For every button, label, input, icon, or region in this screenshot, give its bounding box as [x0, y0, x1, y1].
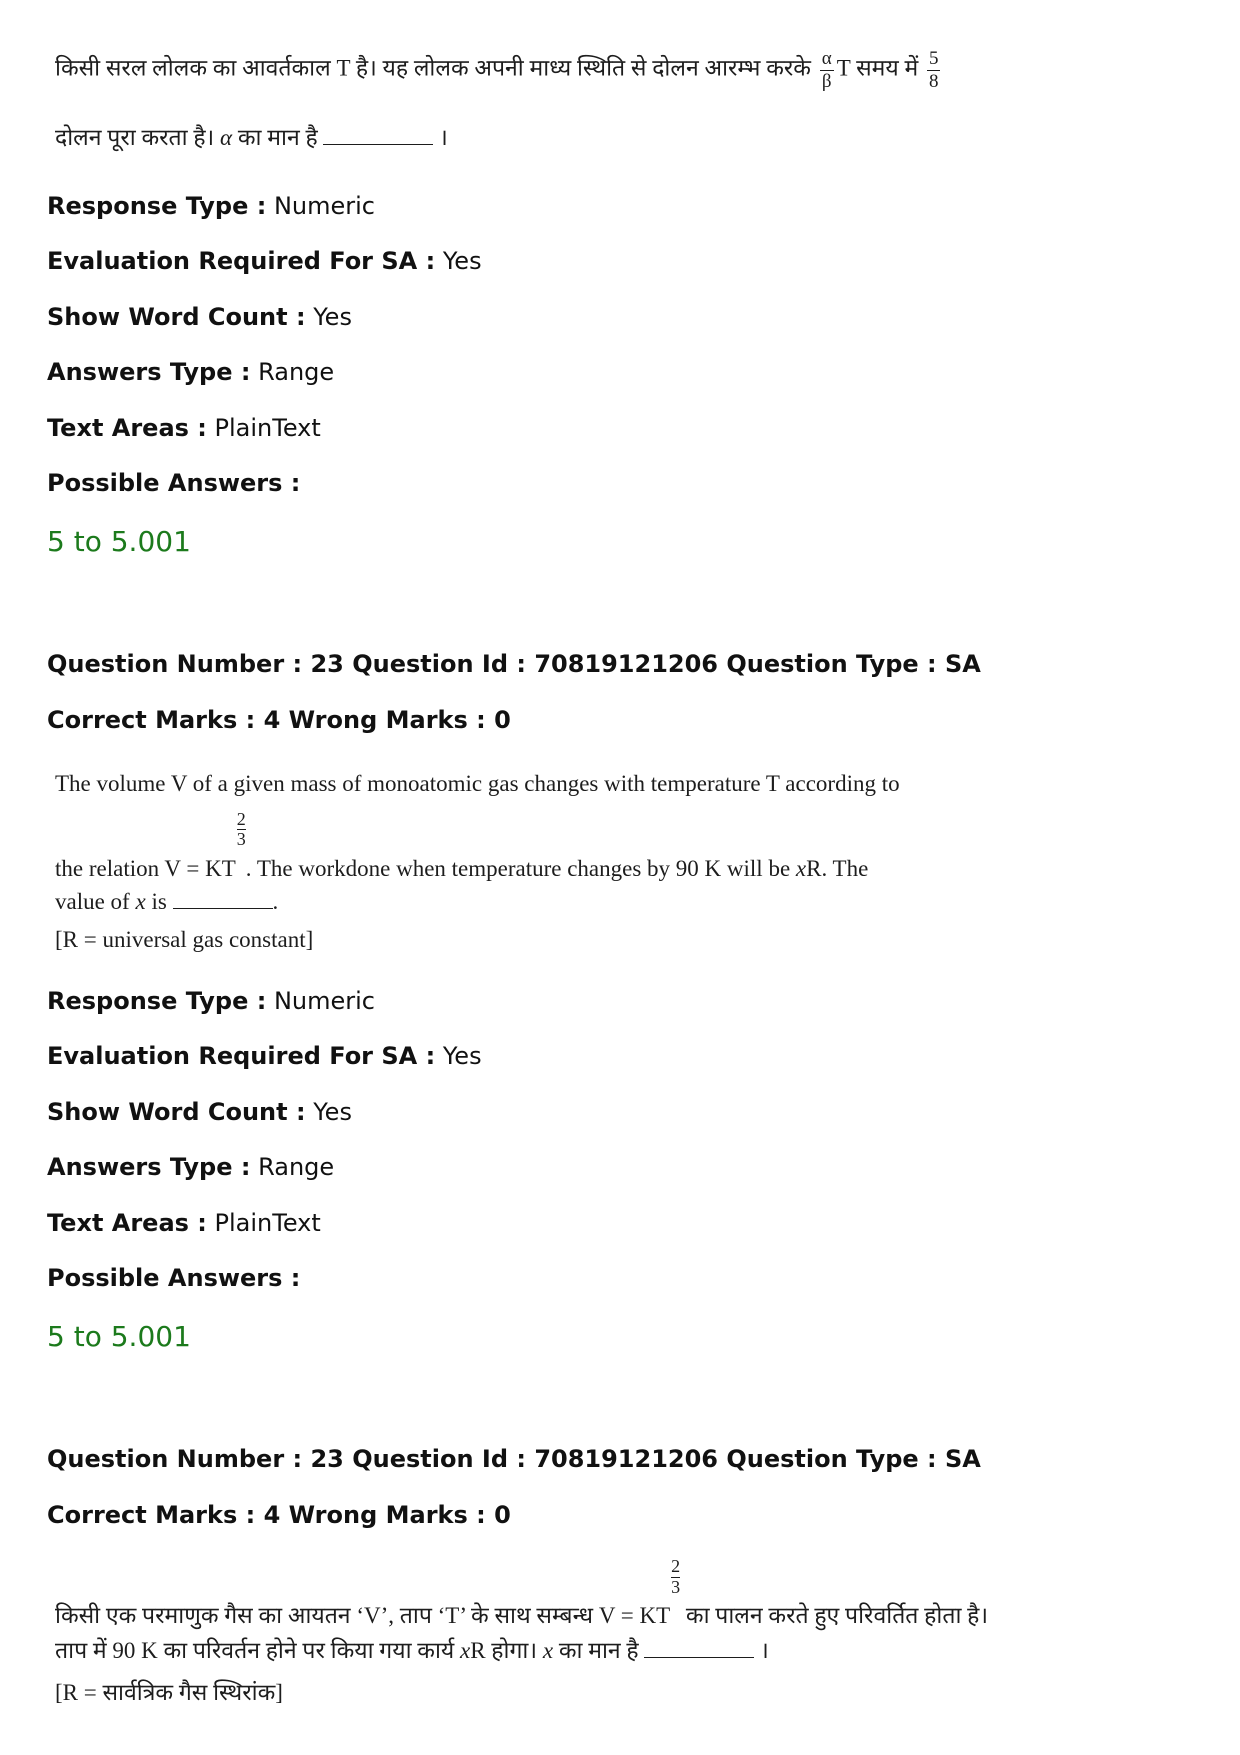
field-label: Evaluation Required For SA : — [47, 247, 436, 275]
possible-answer-value: 5 to 5.001 — [47, 1320, 191, 1353]
question-text: का मान है — [237, 125, 318, 150]
variable-x: x — [460, 1638, 471, 1664]
question-line — [55, 770, 955, 798]
fraction-numerator: α — [821, 48, 832, 69]
fraction-numerator: 5 — [928, 48, 939, 69]
question-header: Question Number : 23 Question Id : 70819121206 Question Type : SA — [47, 1445, 981, 1473]
field-value: Range — [258, 358, 335, 386]
text-areas-row — [47, 1209, 321, 1237]
field-label: Evaluation Required For SA : — [47, 1042, 436, 1070]
exponent-numerator: 2 — [236, 808, 246, 829]
exponent-two-thirds — [671, 1557, 680, 1598]
question-text: The volume V of a given mass of monoatomic gas changes with temperature T according to — [55, 771, 900, 796]
word-count-row — [47, 303, 352, 331]
answer-blank — [644, 1639, 754, 1658]
question-line — [55, 1637, 955, 1665]
word-count-row — [47, 1098, 352, 1126]
field-label: Answers Type : — [47, 1153, 251, 1181]
question-line — [55, 124, 955, 152]
exponent-denominator: 3 — [236, 829, 246, 850]
fraction-five-eighths — [927, 48, 941, 93]
field-label: Answers Type : — [47, 358, 251, 386]
evaluation-row — [47, 247, 482, 275]
field-label: Response Type : — [47, 987, 267, 1015]
response-type-row — [47, 987, 375, 1015]
text-areas-row — [47, 414, 321, 442]
field-value: PlainText — [214, 1209, 321, 1237]
evaluation-row — [47, 1042, 482, 1070]
variable-alpha: α — [220, 125, 233, 150]
field-label: Show Word Count : — [47, 1098, 306, 1126]
exponent-numerator: 2 — [671, 1556, 681, 1576]
question-note: [R = सार्वत्रिक गैस स्थिरांक] — [55, 1679, 283, 1705]
field-value: Numeric — [273, 987, 375, 1015]
field-value: Range — [258, 1153, 335, 1181]
field-label: Text Areas : — [47, 414, 207, 442]
field-value: Yes — [442, 247, 482, 275]
question-text: R होगा। — [470, 1638, 538, 1664]
field-value: PlainText — [214, 414, 321, 442]
question-marks: Correct Marks : 4 Wrong Marks : 0 — [47, 1501, 511, 1529]
answers-type-row — [47, 358, 334, 386]
field-label: Response Type : — [47, 192, 267, 220]
fraction-denominator: β — [821, 70, 832, 92]
variable-x: x — [542, 1638, 554, 1664]
question-image-hindi-gas — [55, 1556, 989, 1707]
exponent-two-thirds — [237, 810, 246, 851]
question-text: किसी सरल लोलक का आवर्तकाल T है। यह लोलक अपनी माध्य स्थिति से दोलन आरम्भ करके — [55, 55, 811, 81]
question-marks: Correct Marks : 4 Wrong Marks : 0 — [47, 706, 511, 734]
question-text: value of — [55, 888, 130, 914]
field-value: Yes — [313, 303, 352, 331]
question-line — [55, 48, 955, 104]
response-type-row — [47, 192, 375, 220]
variable-x: x — [135, 888, 146, 914]
possible-answers-row — [47, 1264, 300, 1292]
question-line — [55, 808, 955, 882]
question-text: दोलन पूरा करता है। — [55, 125, 215, 150]
question-text: ताप में 90 K का परिवर्तन होने पर किया गया कार्य — [55, 1638, 455, 1664]
field-value: Yes — [313, 1098, 352, 1126]
question-text: . — [272, 888, 279, 914]
question-text: का मान है — [558, 1638, 639, 1664]
possible-answer-value: 5 to 5.001 — [47, 525, 191, 558]
question-text: R. The — [806, 855, 869, 881]
question-text: T समय में — [836, 55, 919, 81]
question-text: का पालन करते हुए परिवर्तित होता है। — [685, 1602, 989, 1628]
field-value: Numeric — [273, 192, 375, 220]
question-text: the relation V = KT — [55, 855, 236, 881]
question-image-english-gas — [55, 770, 955, 953]
exponent-denominator: 3 — [671, 1576, 681, 1597]
question-image-hindi-pendulum — [55, 48, 955, 152]
answer-blank — [323, 126, 433, 145]
answers-type-row — [47, 1153, 334, 1181]
question-text: । — [760, 1638, 769, 1664]
question-line — [55, 888, 955, 916]
field-value: Yes — [442, 1042, 482, 1070]
question-line — [55, 1556, 989, 1629]
variable-x: x — [795, 855, 807, 881]
question-text: is — [151, 888, 167, 914]
fraction-alpha-beta — [820, 48, 834, 93]
question-text: किसी एक परमाणुक गैस का आयतन ‘V’, ताप ‘T’ के साथ सम्बन्ध V = KT — [55, 1602, 671, 1628]
fraction-denominator: 8 — [928, 70, 939, 92]
question-text: . The workdone when temperature changes by 90 K will be — [245, 855, 791, 881]
field-label: Possible Answers : — [47, 1264, 301, 1292]
possible-answers-row — [47, 469, 300, 497]
field-label: Text Areas : — [47, 1209, 207, 1237]
answer-blank — [173, 890, 273, 909]
question-header: Question Number : 23 Question Id : 70819121206 Question Type : SA — [47, 650, 981, 678]
question-note: [R = universal gas constant] — [55, 926, 314, 952]
field-label: Show Word Count : — [47, 303, 306, 331]
field-label: Possible Answers : — [47, 469, 301, 497]
question-text: । — [439, 125, 448, 150]
